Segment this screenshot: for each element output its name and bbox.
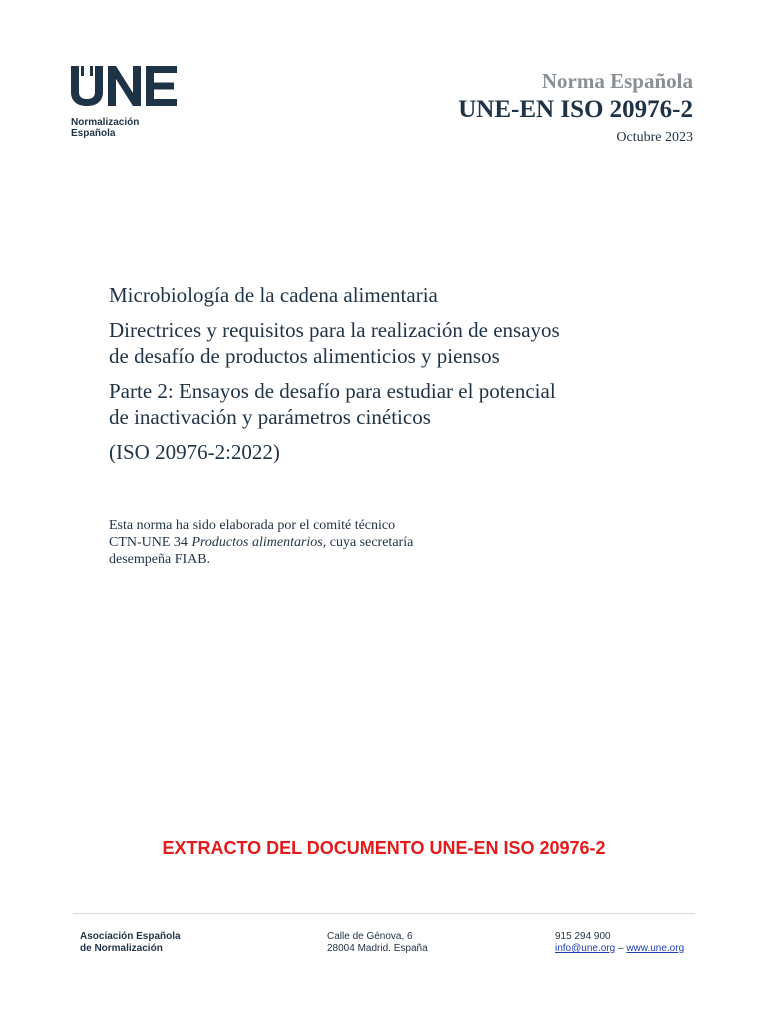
footer-organization	[80, 931, 181, 955]
logo-subtitle-line1: Normalización	[71, 117, 140, 128]
title-line-4: (ISO 20976-2:2022)	[109, 440, 280, 464]
link-separator: –	[615, 943, 627, 954]
une-logo	[71, 66, 191, 139]
committee-line-2	[109, 534, 509, 551]
standard-header	[458, 68, 693, 147]
committee-code: CTN-UNE 34	[109, 535, 192, 550]
logo-subtitle-line2: Española	[71, 128, 116, 139]
committee-line-1: Esta norma ha sido elaborada por el comité técnico	[109, 518, 396, 533]
une-logo-mark	[71, 66, 177, 106]
document-titles	[109, 282, 709, 474]
website-link[interactable]: www.une.org	[626, 943, 685, 954]
footer-address	[327, 931, 428, 955]
footer-address-line-1: Calle de Génova, 6	[327, 931, 413, 942]
committee-name: Productos alimentarios	[191, 535, 323, 550]
norma-label: Norma Española	[541, 69, 693, 93]
standard-date: Octubre 2023	[616, 130, 693, 145]
email-link[interactable]: info@une.org	[555, 943, 616, 954]
title-line-3: Parte 2: Ensayos de desafío para estudiar el potencial de inactivación y parámetros cinéticos	[109, 379, 556, 429]
footer-org-line-1: Asociación Española	[80, 931, 181, 942]
committee-line-3: desempeña FIAB.	[109, 552, 211, 567]
footer-address-line-2: 28004 Madrid. España	[327, 943, 428, 954]
footer-phone: 915 294 900	[555, 931, 611, 942]
standard-code: UNE-EN ISO 20976-2	[458, 96, 693, 123]
title-line-2: Directrices y requisitos para la realización de ensayos de desafío de productos alimenticios y piensos	[109, 318, 560, 368]
footer-org-line-2: de Normalización	[80, 943, 163, 954]
footer-contact	[555, 931, 684, 955]
committee-note	[109, 517, 509, 568]
title-line-1: Microbiología de la cadena alimentaria	[109, 283, 438, 307]
footer-divider	[73, 913, 695, 914]
footer-links	[555, 943, 684, 955]
extract-notice: EXTRACTO DEL DOCUMENTO UNE-EN ISO 20976-2	[162, 838, 606, 858]
committee-line-2-suffix: , cuya secretaría	[322, 535, 414, 550]
